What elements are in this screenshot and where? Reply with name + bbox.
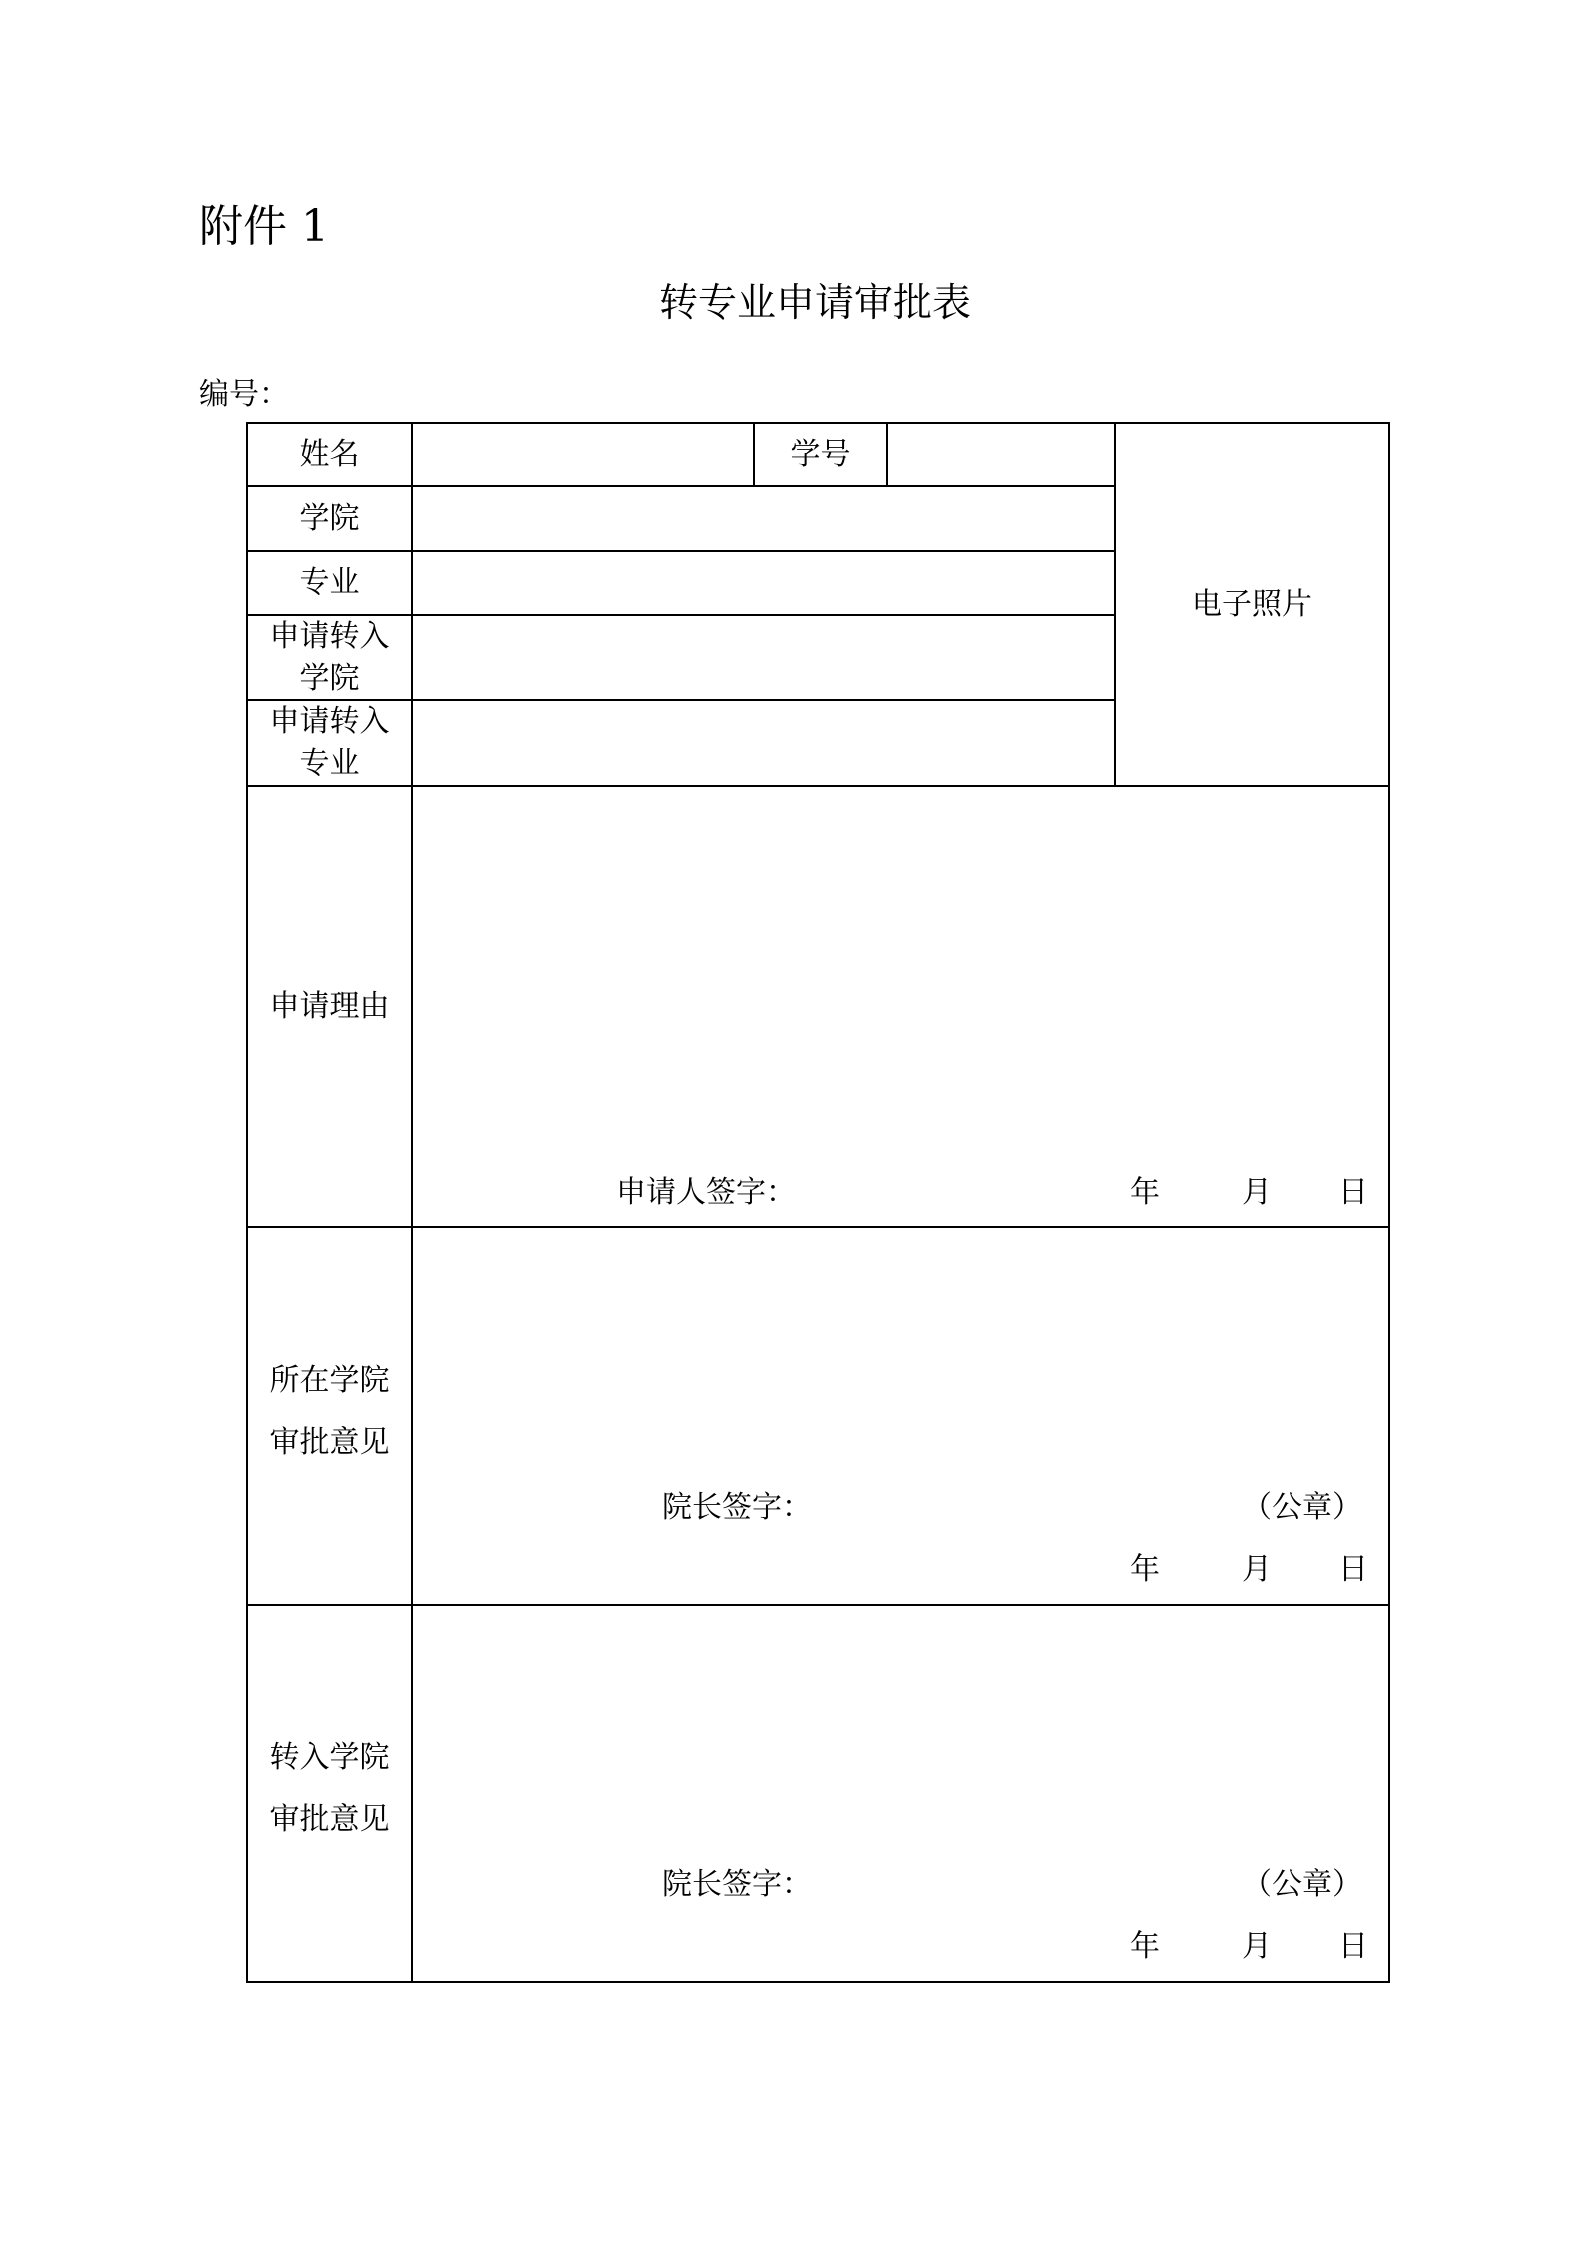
attachment-number: 附件 1 xyxy=(199,201,329,252)
dean-signature-label: 院长签字： xyxy=(662,1490,812,1525)
major-label: 专业 xyxy=(299,565,360,600)
applicant-signature-label: 申请人签字： xyxy=(616,1175,796,1210)
table-border-right xyxy=(1388,422,1390,1983)
table-border-bottom xyxy=(246,1981,1390,1983)
target-major-label-line-2: 专业 xyxy=(299,746,360,781)
date-year: 年 xyxy=(1130,1552,1160,1587)
official-seal-label: （公章） xyxy=(1242,1490,1362,1525)
application-table xyxy=(246,422,1390,1983)
target-college-label-line-1: 申请转入 xyxy=(269,618,390,654)
name-label: 姓名 xyxy=(299,436,360,472)
date-day: 日 xyxy=(1338,1552,1368,1587)
date-month: 月 xyxy=(1242,1552,1272,1587)
date-day: 日 xyxy=(1338,1175,1368,1210)
current-college-opinion-label xyxy=(248,1350,411,1474)
target-college-label xyxy=(248,616,411,699)
college-label: 学院 xyxy=(299,500,360,536)
dean-signature-label: 院长签字： xyxy=(662,1867,812,1902)
date-month: 月 xyxy=(1242,1175,1272,1210)
date-month: 月 xyxy=(1242,1929,1272,1964)
target-college-label-line-2: 学院 xyxy=(299,660,360,696)
target-college-opinion-label xyxy=(248,1727,411,1851)
college-field[interactable] xyxy=(413,487,1114,550)
target-major-field[interactable] xyxy=(413,701,1114,785)
name-field[interactable] xyxy=(413,424,753,485)
reason-label: 申请理由 xyxy=(269,988,390,1024)
date-year: 年 xyxy=(1130,1175,1160,1210)
current-college-label-line-2: 审批意见 xyxy=(269,1425,390,1460)
major-field[interactable] xyxy=(413,552,1114,614)
date-year: 年 xyxy=(1130,1929,1160,1964)
form-title: 转专业申请审批表 xyxy=(658,281,971,326)
official-seal-label: （公章） xyxy=(1242,1867,1362,1902)
target-major-label xyxy=(248,701,411,785)
student-id-label: 学号 xyxy=(790,436,851,472)
photo-placeholder[interactable] xyxy=(1116,424,1388,785)
target-major-label-line-1: 申请转入 xyxy=(269,704,390,739)
date-day: 日 xyxy=(1338,1929,1368,1964)
target-college-field[interactable] xyxy=(413,616,1114,699)
current-college-label-line-1: 所在学院 xyxy=(269,1363,390,1398)
serial-number-label: 编号： xyxy=(199,377,289,412)
target-opinion-label-line-2: 审批意见 xyxy=(269,1802,390,1837)
student-id-field[interactable] xyxy=(888,424,1114,485)
target-opinion-label-line-1: 转入学院 xyxy=(269,1740,390,1775)
reason-field[interactable] xyxy=(413,787,1388,1226)
photo-label: 电子照片 xyxy=(1192,586,1312,622)
